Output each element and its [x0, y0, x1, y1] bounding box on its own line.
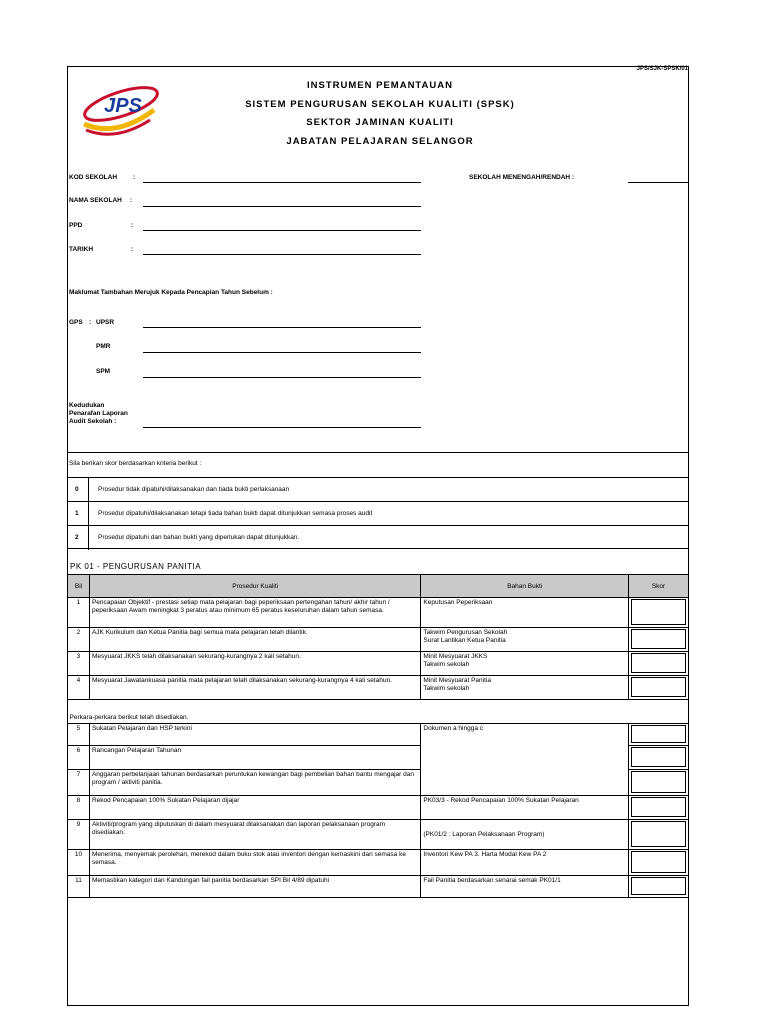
title-line-3: SEKTOR JAMINAN KUALITI — [306, 117, 454, 128]
skor-instruction: Sila berikan skor berdasarkan kriteria berikut : — [69, 460, 202, 467]
row-prosedur: AJK Kurikulum dan Ketua Panitia bagi semua mata pelajaran telah dilantik. — [89, 628, 420, 652]
row-prosedur: Mesyuarat JKKS telah dilaksanakan sekurang-kurangnya 2 kali setahun. — [89, 652, 420, 676]
title-line-2: SISTEM PENGURUSAN SEKOLAH KUALITI (SPSK) — [245, 99, 515, 110]
score-cell[interactable] — [629, 652, 689, 676]
row-bil: 10 — [68, 850, 90, 876]
kedudukan-input[interactable] — [143, 427, 421, 428]
colon: : — [89, 319, 92, 326]
score-cell[interactable] — [629, 628, 689, 652]
criteria-row — [67, 501, 689, 525]
row-bukti: (PK01/2 : Laporan Pelaksanaan Program) — [421, 820, 629, 850]
table-row — [68, 652, 689, 676]
criteria-score: 0 — [75, 486, 79, 493]
score-input[interactable] — [631, 653, 686, 673]
colon: : — [131, 246, 134, 253]
row-bukti: Minit Mesyuarat JKKS Takwim sekolah — [421, 652, 629, 676]
pk-section-title: PK 01 - PENGURUSAN PANITIA — [70, 562, 202, 571]
row-bukti: PK03/3 - Rekod Pencapaian 100% Sukatan Pelajaran — [421, 796, 629, 820]
ppd-label: PPD — [69, 222, 83, 229]
row-bil: 2 — [68, 628, 90, 652]
score-cell[interactable] — [629, 676, 689, 700]
row-prosedur: Aktiviti/program yang diputuskan di dalam mesyuarat dilaksanakan dan laporan pelaksanaan program disediakan. — [89, 820, 420, 850]
table-row — [68, 850, 689, 876]
kedudukan-line-3: Audit Sekolah : — [69, 418, 117, 425]
row-bil: 7 — [68, 770, 90, 796]
row-bil: 3 — [68, 652, 90, 676]
row-bil: 6 — [68, 746, 90, 770]
criteria-divider — [88, 502, 89, 526]
row-prosedur: Anggaran perbelanjaan tahunan berdasarkan peruntukan kewangan bagi pembelian bahan bantu mengajar dan program / aktiviti panitia. — [89, 770, 420, 796]
criteria-divider — [88, 478, 89, 502]
table-row — [68, 598, 689, 628]
row-bukti: Takwim Pengurusan Sekolah Surat Lantikan Ketua Panitia — [421, 628, 629, 652]
criteria-row — [67, 477, 689, 501]
header-prosedur: Prosedur Kualiti — [89, 575, 420, 598]
score-cell[interactable] — [629, 770, 689, 796]
upsr-label: UPSR — [96, 319, 115, 326]
divider — [67, 452, 689, 453]
gps-label: GPS — [69, 319, 83, 326]
score-cell[interactable] — [629, 820, 689, 850]
tarikh-input[interactable] — [143, 254, 421, 255]
row-prosedur: Rancangan Pelajaran Tahunan — [89, 746, 420, 770]
kod-sekolah-input[interactable] — [143, 182, 421, 183]
pmr-input[interactable] — [143, 352, 421, 353]
score-cell[interactable] — [629, 850, 689, 876]
nama-sekolah-label: NAMA SEKOLAH — [69, 197, 122, 204]
criteria-score: 1 — [75, 510, 79, 517]
upsr-input[interactable] — [143, 327, 421, 328]
nama-sekolah-input[interactable] — [143, 206, 421, 207]
header-bil: Bil — [68, 575, 90, 598]
title-line-4: JABATAN PELAJARAN SELANGOR — [286, 136, 474, 147]
kedudukan-line-2: Penarafan Laporan — [69, 410, 128, 417]
pmr-label: PMR — [96, 343, 111, 350]
colon: : — [133, 174, 136, 181]
criteria-score: 2 — [75, 534, 79, 541]
criteria-divider — [88, 526, 89, 550]
header-bahan-bukti: Bahan Bukti — [421, 575, 629, 598]
score-cell[interactable] — [629, 796, 689, 820]
score-cell[interactable] — [629, 746, 689, 770]
row-bil: 5 — [68, 724, 90, 746]
score-input[interactable] — [631, 747, 686, 767]
table-row — [68, 876, 689, 898]
kod-sekolah-label: KOD SEKOLAH — [69, 174, 118, 181]
row-prosedur: Memastikan kategori dan Kandungan fail panitia berdasarkan SPI Bil 4/89 dipatuhi — [89, 876, 420, 898]
tarikh-label: TARIKH — [69, 246, 94, 253]
row-prosedur: Rekod Pencapaian 100% Sukatan Pelajaran dijajar — [89, 796, 420, 820]
row-prosedur: Sukatan Pelajaran dan HSP terkini — [89, 724, 420, 746]
row-bukti: Inventori Kew PA 3. Harta Modal Kew PA 2 — [421, 850, 629, 876]
header-skor: Skor — [629, 575, 689, 598]
row-bil: 8 — [68, 796, 90, 820]
spm-label: SPM — [96, 368, 111, 375]
table-row — [68, 676, 689, 700]
table-row — [68, 628, 689, 652]
row-bil: 11 — [68, 876, 90, 898]
criteria-text: Prosedur dipatuhi dan bahan bukti yang diperlukan dapat ditunjukkan. — [98, 534, 300, 541]
criteria-text: Prosedur dipatuhi/dilaksanakan tetapi tiada bahan bukti dapat ditunjukkan semasa proses audit — [98, 510, 373, 517]
row-bukti: Keputusan Peperiksaan — [421, 598, 629, 628]
score-cell[interactable] — [629, 598, 689, 628]
row-bil: 9 — [68, 820, 90, 850]
criteria-row — [67, 525, 689, 549]
row-prosedur: Menerima, menyemak perolehan, merekod dalam buku stok atau inventori dengan kemaskini dari semasa ke semasa. — [89, 850, 420, 876]
table-header-row — [68, 575, 689, 598]
row-bil: 1 — [68, 598, 90, 628]
score-input[interactable] — [631, 877, 686, 895]
score-input[interactable] — [631, 599, 686, 625]
score-input[interactable] — [631, 851, 686, 873]
table-row — [68, 724, 689, 746]
score-cell[interactable] — [629, 724, 689, 746]
criteria-text: Prosedur tidak dipatuhi/dilaksanakan dan tiada bukti perlaksanaan — [98, 486, 290, 493]
title-line-1: INSTRUMEN PEMANTAUAN — [307, 80, 453, 91]
table-row — [68, 820, 689, 850]
score-input[interactable] — [631, 821, 686, 847]
colon: : — [131, 222, 134, 229]
score-cell[interactable] — [629, 876, 689, 898]
ppd-input[interactable] — [143, 230, 421, 231]
score-input[interactable] — [631, 771, 686, 793]
score-input[interactable] — [631, 629, 686, 649]
kedudukan-line-1: Kedudukan — [69, 402, 105, 409]
kedudukan-label — [69, 402, 128, 426]
row-bukti: Minit Mesyuarat Panitia Takwim sekolah — [421, 676, 629, 700]
logo-text: JPS — [104, 95, 142, 117]
row-prosedur: Pencapaian Objektif - prestasi setiap mata pelajaran bagi peperiksaan pertengahan tahun/ akhir tahun / peperiksaan Awam meningkat 3 peratus atau minimum 65 peratus keseluruhan dalam tahun semasa. — [89, 598, 420, 628]
colon: : — [130, 197, 133, 204]
sekolah-type-label: SEKOLAH MENENGAH/RENDAH : — [469, 174, 575, 181]
score-input[interactable] — [631, 677, 686, 697]
prosedur-table — [67, 574, 689, 898]
perkara-label: Perkara-perkara berikut telah disediakan. — [68, 700, 689, 724]
row-bukti: Dokumen a hingga c — [421, 724, 629, 796]
row-prosedur: Mesyuarat Jawatankuasa panitia mata pelajaran telah dilaksanakan sekurang-kurangnya 4 kali setahun. — [89, 676, 420, 700]
maklumat-tambahan-label: Maklumat Tambahan Merujuk Kepada Pencapian Tahun Sebelum : — [69, 289, 273, 296]
score-input[interactable] — [631, 797, 686, 817]
document-code: JPS/SJK-SPSK/01 — [636, 66, 688, 72]
table-section-row — [68, 700, 689, 724]
row-bukti: Fail Panitia berdasarkan senarai semak PK01/1 — [421, 876, 629, 898]
spm-input[interactable] — [143, 377, 421, 378]
sekolah-type-input[interactable] — [628, 182, 688, 183]
row-bil: 4 — [68, 676, 90, 700]
score-input[interactable] — [631, 725, 686, 743]
table-row — [68, 796, 689, 820]
